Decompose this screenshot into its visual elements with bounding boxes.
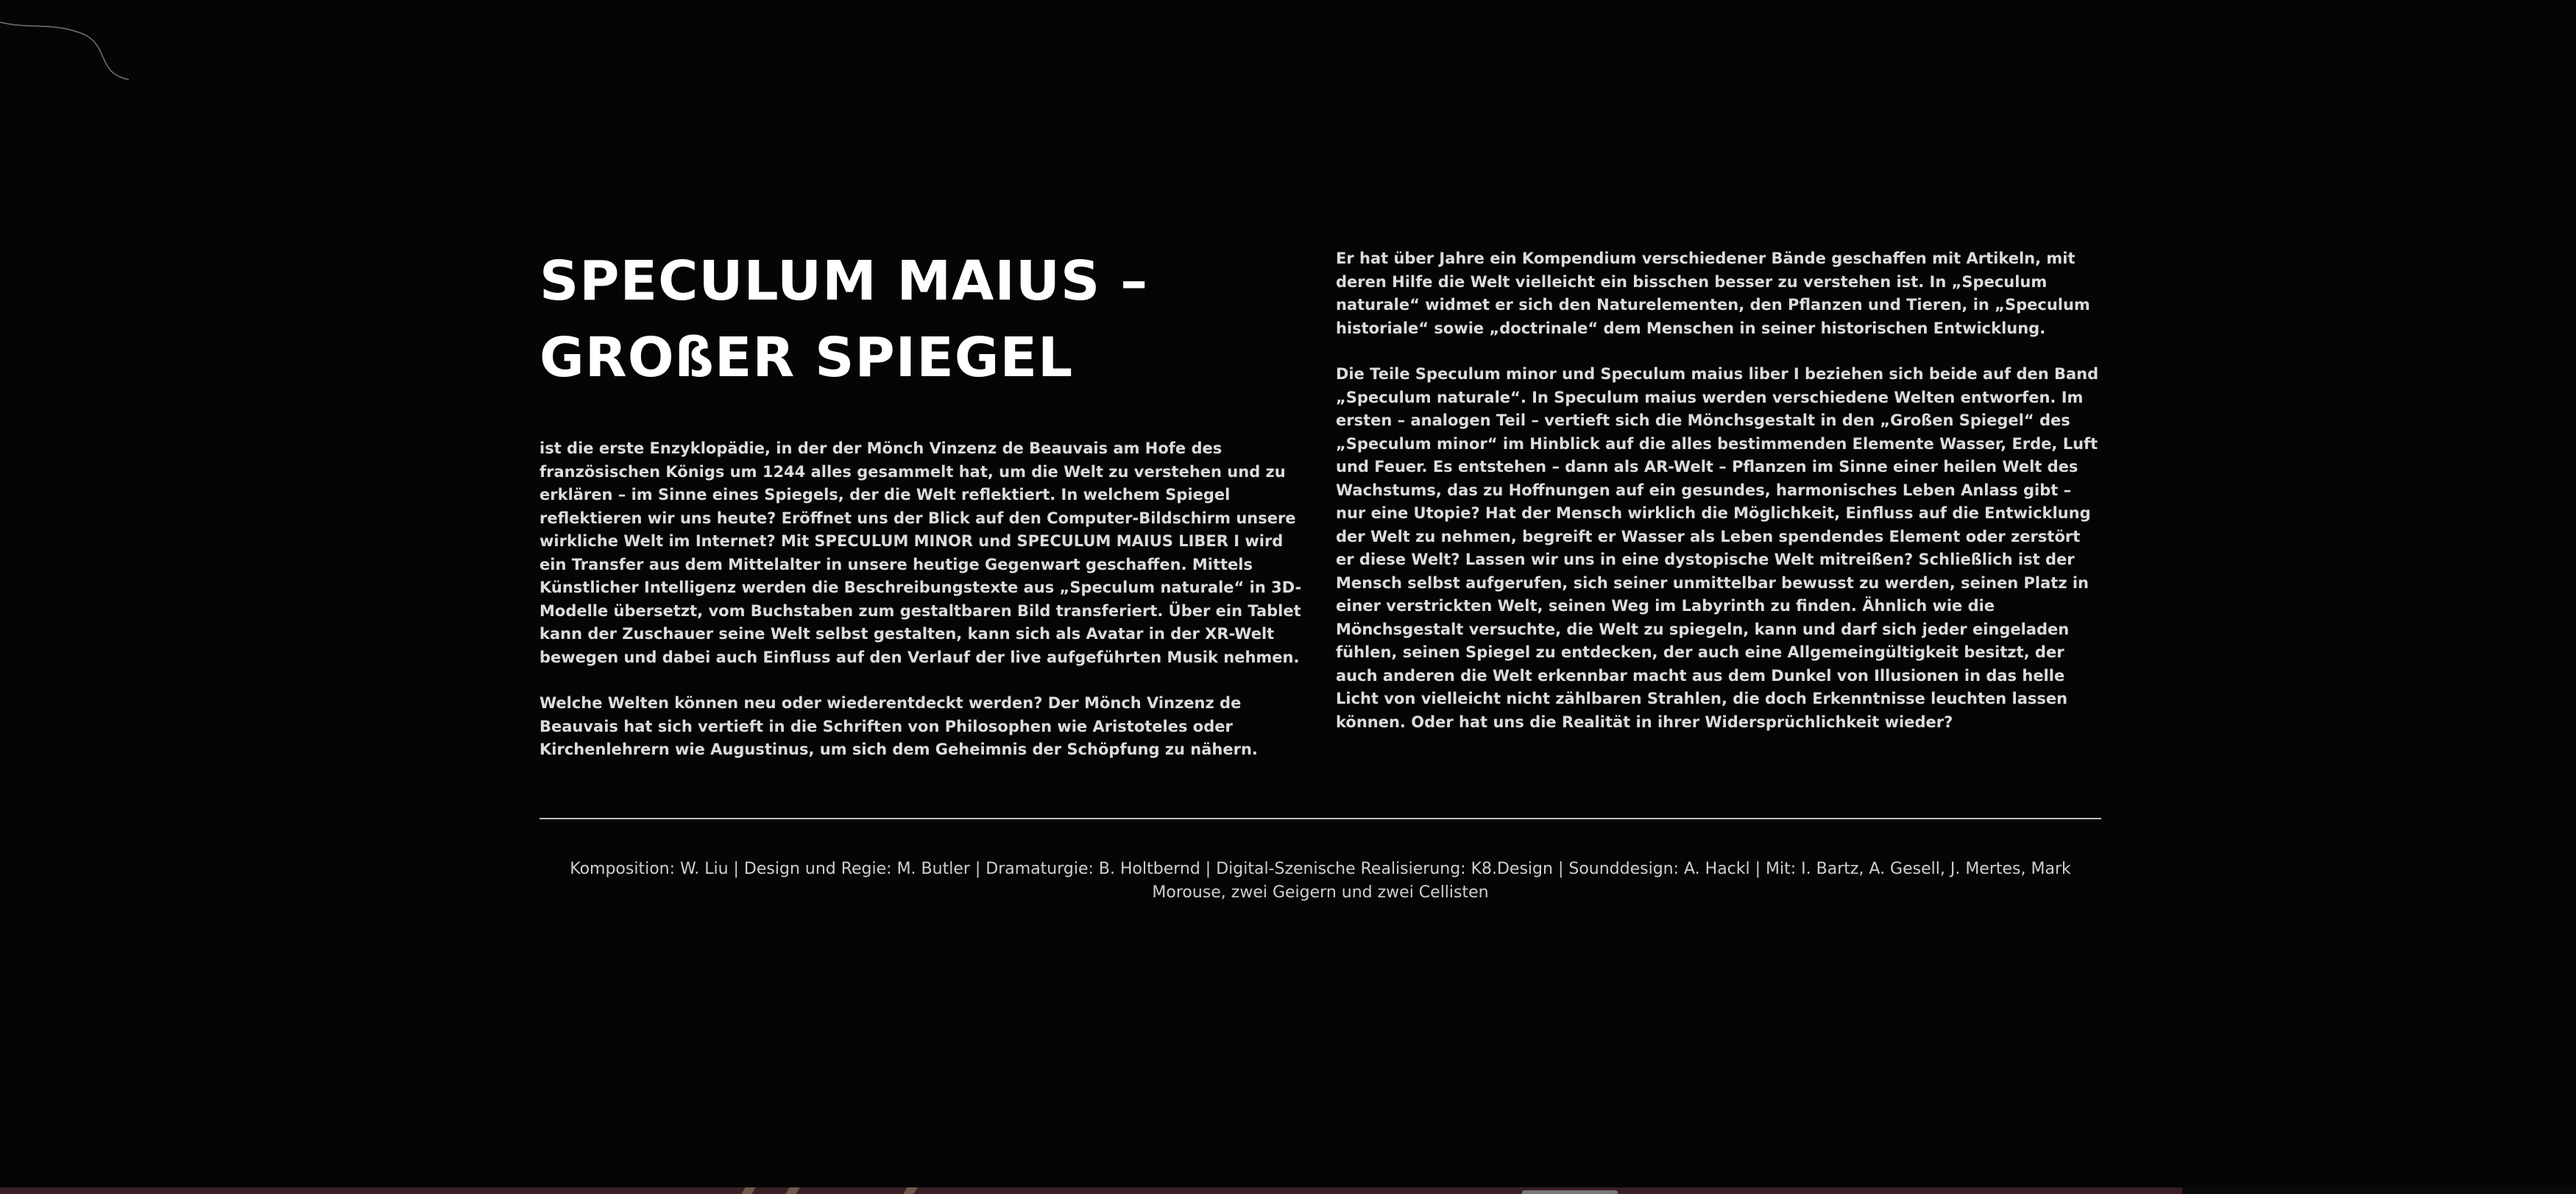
title-line-1: SPECULUM MAIUS – xyxy=(539,250,1149,313)
strip-decoration xyxy=(741,1187,755,1194)
scroll-handle[interactable] xyxy=(1522,1190,1618,1194)
left-paragraph-1: ist die erste Enzyklopädie, in der der Mönch Vinzenz de Beauvais am Hofe des französischen Königs um 1244 alles gesammelt hat, um die Welt zu verstehen und zu erklären – im Sinne eines Spiegels, der die Welt reflektiert. In welchem Spiegel reflektieren wir uns heute? Eröffnet uns der Blick auf den Computer-Bildschirm unsere wirkliche Welt im Internet? Mit SPECULUM MINOR und SPECULUM MAIUS LIBER I wird ein Transfer aus dem Mittelalter in unsere heutige Gegenwart geschaffen. Mittels Künstlicher Intelligenz werden die Beschreibungstexte aus „Speculum naturale“ in 3D-Modelle übersetzt, vom Buchstaben zum gestaltbaren Bild transferiert. Über ein Tablet kann der Zuschauer seine Welt selbst gestalten, kann sich als Avatar in der XR-Welt bewegen und dabei auch Einfluss auf den Verlauf der live aufgeführten Musik nehmen. xyxy=(539,439,1302,666)
right-paragraph-1: Er hat über Jahre ein Kompendium verschiedener Bände geschaffen mit Artikeln, mit deren Hilfe die Welt vielleicht ein bisschen besser zu verstehen ist. In „Speculum naturale“ widmet er sich den Naturelementen, den Pflanzen und Tieren, in „Speculum historiale“ sowie „doctrinale“ dem Menschen in seiner historischen Entwicklung. xyxy=(1336,250,2090,337)
section-divider xyxy=(539,818,2101,819)
right-paragraph-2: Die Teile Speculum minor und Speculum maius liber I beziehen sich beide auf den Band „Speculum naturale“. In Speculum maius werden verschiedene Welten entworfen. Im ersten – analogen Teil – vertieft sich die Mönchsgestalt in den „Großen Spiegel“ des „Speculum minor“ im Hinblick auf die alles bestimmenden Elemente Wasser, Erde, Luft und Feuer. Es entstehen – dann als AR-Welt – Pflanzen im Sinne einer heilen Welt des Wachstums, das zu Hoffnungen auf ein gesundes, harmonisches Leben Anlass gibt – nur eine Utopie? Hat der Mensch wirklich die Möglichkeit, Einfluss auf die Entwicklung der Welt zu nehmen, begreift er Wasser als Leben spendendes Element oder zerstört er diese Welt? Lassen wir uns in eine dystopische Welt mitreißen? Schließlich ist der Mensch selbst aufgerufen, sich seiner unmittelbar bewusst zu werden, seinen Platz in einer verstrickten Welt, seinen Weg im Labyrinth zu finden. Ähnlich wie die Mönchsgestalt versuchte, die Welt zu spiegeln, kann und darf sich jeder eingeladen fühlen, seinen Spiegel zu entdecken, der auch eine Allgemeingültigkeit besitzt, der auch anderen die Welt erkennbar macht aus dem Dunkel von Illusionen in das helle Licht von vielleicht nicht zählbaren Strahlen, die doch Erkenntnisse leuchten lassen können. Oder hat uns die Realität in ihrer Widersprüchlichkeit wieder? xyxy=(1336,365,2099,731)
bottom-strip-right xyxy=(2182,1187,2576,1194)
left-paragraph-2: Welche Welten können neu oder wiederentdeckt werden? Der Mönch Vinzenz de Beauvais hat sich vertieft in die Schriften von Philosophen wie Aristoteles oder Kirchenlehrern wie Augustinus, um sich dem Geheimnis der Schöpfung zu nähern. xyxy=(539,694,1258,758)
left-column xyxy=(539,243,1305,762)
bottom-image-strip xyxy=(0,1187,2182,1194)
page-title xyxy=(539,243,1305,396)
title-line-2: GROßER SPIEGEL xyxy=(539,326,1074,389)
credits-text: Komposition: W. Liu | Design und Regie: M. Butler | Dramaturgie: B. Holtbernd | Digital-Szenische Realisierung: K8.Design | Sounddesign: A. Hackl | Mit: I. Bartz, A. Gesell, J. Mertes, Mark Morouse, zwei Geigern und zwei Cellisten xyxy=(570,859,2071,902)
strip-decoration xyxy=(903,1187,917,1194)
right-column xyxy=(1336,243,2101,762)
strip-decoration xyxy=(785,1187,799,1194)
main-content xyxy=(539,243,2101,921)
curve-line-decoration-icon xyxy=(0,0,132,88)
two-column-section xyxy=(539,243,2101,762)
